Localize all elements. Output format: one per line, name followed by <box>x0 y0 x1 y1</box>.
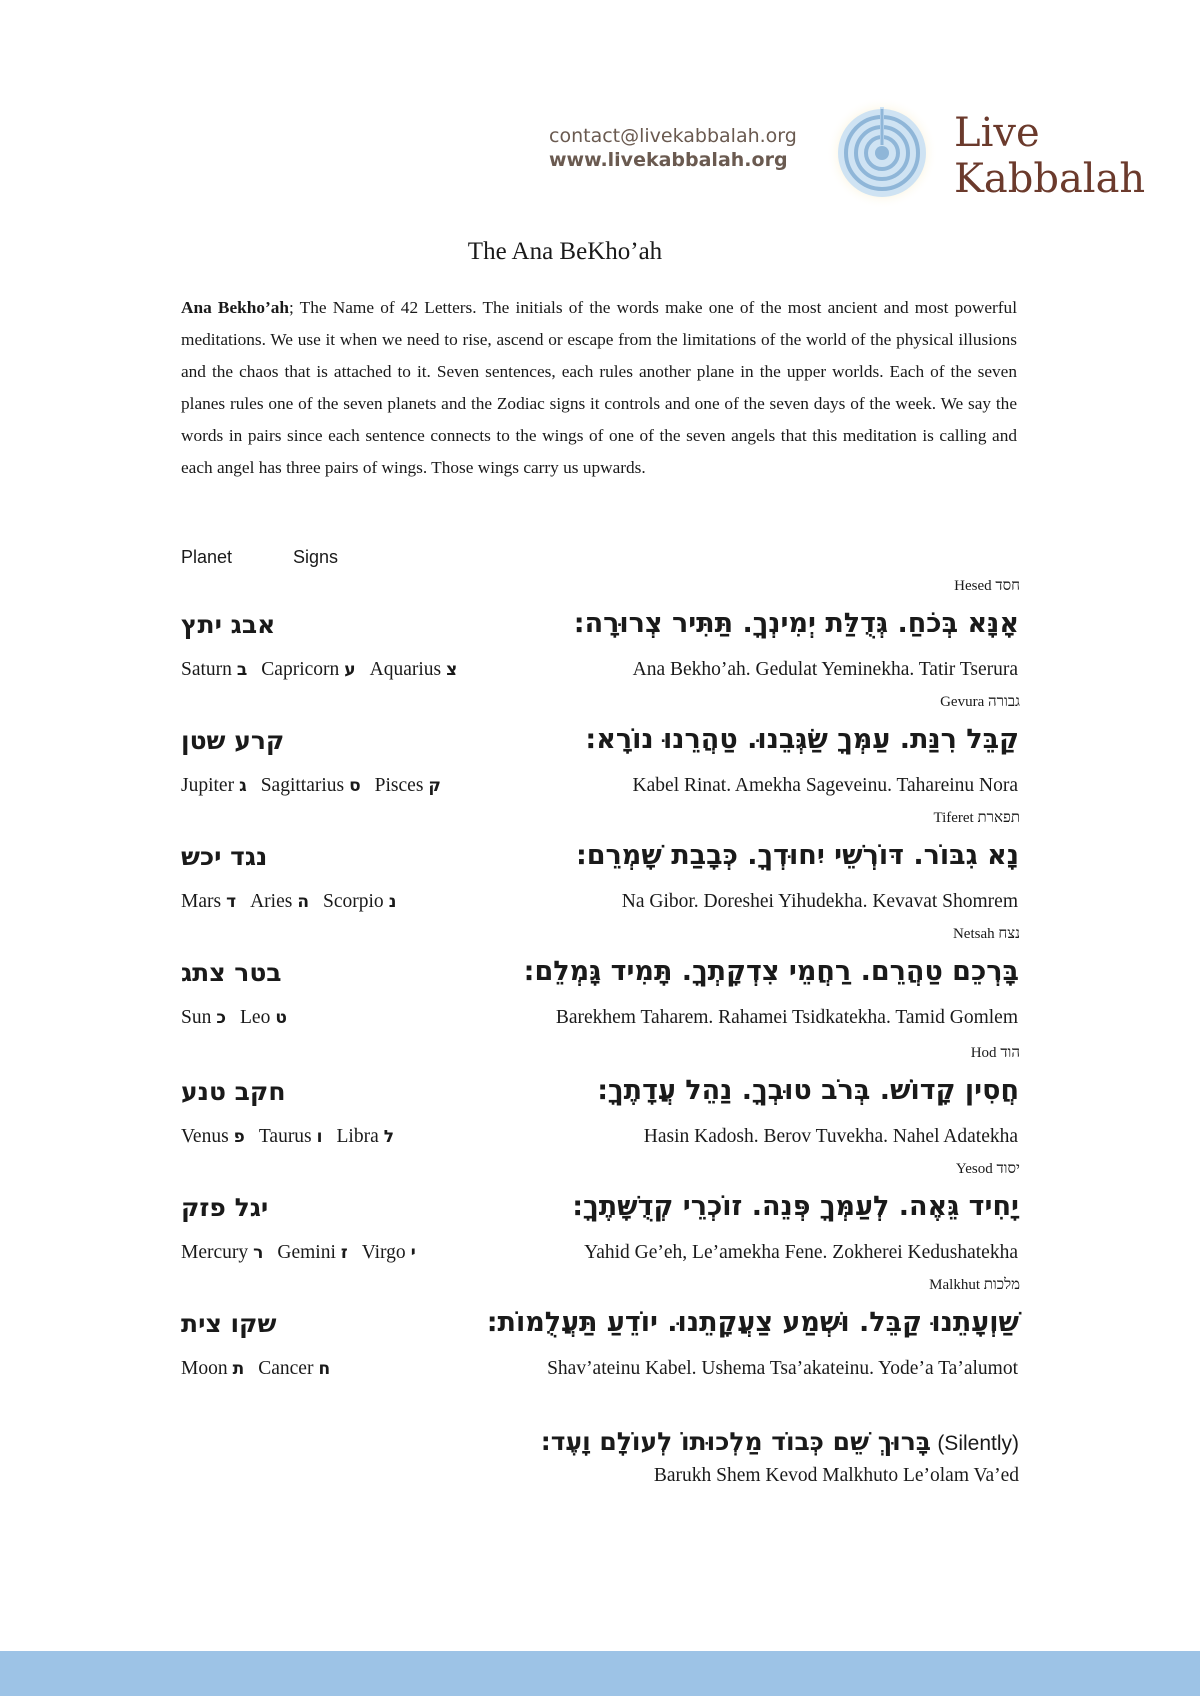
signs-column-header: Signs <box>293 547 339 567</box>
sefira-label: Gevura גבורה <box>940 694 1020 710</box>
hebrew-line: חֲסִין קָדוֹשׁ. בְּרֹב טוּבְךָ. נַהֵל עֲדָתֶךָ: <box>597 1075 1019 1106</box>
hebrew-line: נָא גִבּוֹר. דּוֹרְשֵׁי יִחוּדְךָ. כְּבָבַת שָׁמְרֵם: <box>575 840 1019 871</box>
transliteration: Shav’ateinu Kabel. Ushema Tsa’akateinu. Yode’a Ta’alumot <box>547 1358 1018 1379</box>
initials: בטר צתג <box>181 958 282 987</box>
planet-letter: ר <box>253 1243 264 1263</box>
planet-name: Mars <box>181 891 222 912</box>
planet-signs <box>181 1007 287 1029</box>
planet-name: Moon <box>181 1358 228 1379</box>
sign-name: Taurus <box>258 1126 312 1147</box>
sign-letter: ס <box>349 776 361 796</box>
contact-website[interactable]: www.livekabbalah.org <box>549 149 788 171</box>
contact-email[interactable]: contact@livekabbalah.org <box>549 125 797 147</box>
logo-line-live: Live <box>954 110 1040 156</box>
logo-wordmark <box>954 110 1145 202</box>
hebrew-line: אָנָּא בְּכֹחַ. גְּדֻלַּת יְמִינְךָ. תַּתִּיר צְרוּרָה: <box>573 608 1019 639</box>
transliteration: Na Gibor. Doreshei Yihudekha. Kevavat Shomrem <box>621 891 1018 912</box>
initials: קרע שטן <box>181 726 285 755</box>
planet-letter: ת <box>232 1359 245 1379</box>
sign-name: Virgo <box>361 1242 406 1263</box>
closing-line <box>541 1427 1019 1457</box>
closing-note: (Silently) <box>937 1432 1019 1455</box>
planet-letter: כ <box>216 1008 226 1028</box>
sign-name: Leo <box>240 1007 271 1028</box>
initials: חקב טנע <box>181 1077 286 1106</box>
planet-column-header: Planet <box>181 547 233 567</box>
sign-letter: צ <box>446 660 458 680</box>
planet-name: Sun <box>181 1007 212 1028</box>
sign-name: Scorpio <box>323 891 384 912</box>
sign-letter: ה <box>297 892 310 912</box>
sign-letter: ח <box>318 1359 331 1379</box>
sign-letter: ט <box>275 1008 287 1028</box>
contact-block <box>549 124 797 172</box>
sign-name: Aquarius <box>369 659 442 680</box>
sign-name: Libra <box>336 1126 379 1147</box>
hebrew-line: בָּרְכֵם טַהֲרֵם. רַחֲמֵי צִדְקָתְךָ. תָּמִיד גָּמְלֵם: <box>523 956 1019 987</box>
initials: יגל פזק <box>181 1193 269 1222</box>
sign-name: Pisces <box>374 775 424 796</box>
hebrew-line: קַבֵּל רִנַּת. עַמְּךָ שַׂגְּבֵנוּ. טַהֲרֵנוּ נוֹרָא: <box>585 724 1019 755</box>
transliteration: Kabel Rinat. Amekha Sageveinu. Tahareinu Nora <box>632 775 1018 796</box>
planet-signs <box>181 1242 416 1264</box>
sign-letter: ק <box>428 776 441 796</box>
sign-name: Cancer <box>258 1358 314 1379</box>
sign-letter: ז <box>340 1243 348 1263</box>
transliteration: Hasin Kadosh. Berov Tuvekha. Nahel Adatekha <box>643 1126 1018 1147</box>
sign-letter: ל <box>383 1127 395 1147</box>
planet-name: Jupiter <box>181 775 235 796</box>
planet-name: Venus <box>181 1126 229 1147</box>
sign-letter: נ <box>388 892 397 912</box>
sign-name: Gemini <box>277 1242 336 1263</box>
sefira-label: Malkhut מלכות <box>929 1277 1020 1293</box>
live-kabbalah-logo-icon <box>826 97 938 209</box>
closing-hebrew: בָּרוּךְ שֵׁם כְּבוֹד מַלְכוּתוֹ לְעוֹלָם וָעֶד: <box>540 1427 932 1456</box>
logo-line-kabbalah: Kabbalah <box>954 156 1146 202</box>
hebrew-line: יָחִיד גֵּאֶה. לְעַמְּךָ פְּנֵה. זוֹכְרֵי קְדֻשָּׁתֶךָ: <box>572 1191 1019 1222</box>
planet-letter: ד <box>226 892 237 912</box>
intro-paragraph <box>181 292 1017 484</box>
transliteration: Ana Bekho’ah. Gedulat Yeminekha. Tatir Tserura <box>632 659 1018 680</box>
initials: נגד יכש <box>181 842 268 871</box>
planet-signs <box>181 1358 330 1380</box>
closing-transliteration: Barukh Shem Kevod Malkhuto Le’olam Va’ed <box>653 1465 1019 1486</box>
sign-name: Sagittarius <box>260 775 345 796</box>
initials: שקו צית <box>181 1309 277 1338</box>
sign-name: Aries <box>250 891 293 912</box>
sign-name: Capricorn <box>261 659 340 680</box>
sign-letter: ו <box>316 1127 323 1147</box>
intro-text: ; The Name of 42 Letters. The initials of the words make one of the most ancient and most powerful meditations. We use it when we need to rise, ascend or escape from the limitations of the world of the physical illusions and the chaos that is attached to it. Seven sentences, each rules another plane in the upper worlds. Each of the seven planes rules one of the seven planets and the Zodiac signs it controls and one of the seven days of the week. We say the words in pairs since each sentence connects to the wings of one of the seven angels that this meditation is calling and each angel has three pairs of wings. Those wings carry us upwards. <box>181 298 1017 477</box>
sefira-label: Hesed חסד <box>954 578 1020 594</box>
planet-signs <box>181 659 457 681</box>
sign-letter: ע <box>344 660 356 680</box>
transliteration: Yahid Ge’eh, Le’amekha Fene. Zokherei Kedushatekha <box>584 1242 1018 1263</box>
sefira-label: Hod הוד <box>970 1045 1020 1061</box>
transliteration: Barekhem Taharem. Rahamei Tsidkatekha. Tamid Gomlem <box>555 1007 1018 1028</box>
sefira-label: Netsah נצח <box>952 926 1020 942</box>
planet-name: Saturn <box>181 659 232 680</box>
sefira-label: Yesod יסוד <box>955 1161 1020 1177</box>
planet-letter: ג <box>239 776 247 796</box>
planet-signs <box>181 1126 394 1148</box>
footer-band <box>0 1651 1200 1696</box>
page-title: The Ana BeKho’ah <box>467 238 663 265</box>
planet-letter: ב <box>236 660 248 680</box>
planet-name: Mercury <box>181 1242 249 1263</box>
hebrew-line: שַׁוְעָתֵנוּ קַבֵּל. וּשְׁמַע צַעֲקָתֵנוּ. יוֹדֵעַ תַּעֲלֻמוֹת: <box>486 1307 1019 1338</box>
initials: אבג יתץ <box>181 610 276 639</box>
planet-letter: פ <box>233 1127 245 1147</box>
sign-letter: י <box>410 1243 416 1263</box>
sefira-label: Tiferet תפארת <box>933 810 1020 826</box>
planet-signs <box>181 775 441 797</box>
intro-bold-lead: Ana Bekho’ah <box>181 298 289 317</box>
planet-signs <box>181 891 396 913</box>
